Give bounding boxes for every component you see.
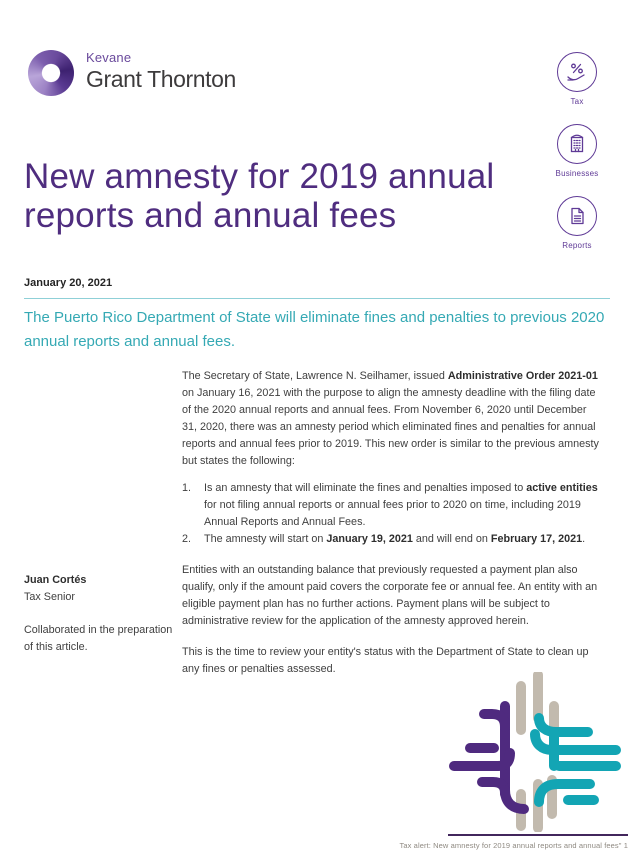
paragraph-3: This is the time to review your entity's status with the Department of State to clean up any fines or penalties assessed. (182, 646, 589, 675)
lede-divider (24, 298, 610, 299)
article-body (182, 368, 602, 678)
paragraph-1-text-cont: on January 16, 2021 with the purpose to align the amnesty deadline with the filing date of the 2020 annual reports and annual fees. From November 6, 2020 until December 31, 2020, there was an amnesty period which eliminated fines and penalties for annual reports and annual fees prior to 2019. This new order is similar to the previous amnesty but states the following: (182, 387, 599, 467)
list-marker: 1. (182, 482, 192, 494)
list-item-2-text-mid: and will end on (412, 533, 491, 545)
list-item-1-text-cont: for not filing annual reports or annual fees prior to 2020 on time, including 2019 Annual Reports and Annual Fees. (204, 499, 581, 528)
list-item-1-bold: active entities (526, 482, 598, 494)
page-title: New amnesty for 2019 annual reports and annual fees (24, 157, 495, 236)
grant-thornton-pinwheel-icon (28, 50, 74, 96)
author-block (24, 572, 174, 656)
rail-item-tax (546, 52, 608, 106)
rail-label-tax: Tax (570, 97, 584, 106)
amnesty-terms-list (182, 480, 602, 548)
author-name: Juan Cortés (24, 574, 87, 586)
list-item-2-text: The amnesty will start on (204, 533, 327, 545)
rail-label-reports: Reports (562, 241, 592, 250)
document-icon (557, 196, 597, 236)
list-item-text (204, 531, 602, 548)
list-item-2-bold-end: February 17, 2021 (490, 533, 583, 545)
author-title: Tax Senior (24, 591, 76, 603)
rail-item-businesses (546, 124, 608, 178)
list-item-1-text: Is an amnesty that will eliminate the fines and penalties imposed to (204, 482, 527, 494)
list-item (182, 531, 602, 548)
percent-hand-icon (557, 52, 597, 92)
list-item-2-bold-start: January 19, 2021 (326, 533, 413, 545)
list-item-text (204, 480, 602, 531)
list-item (182, 480, 602, 531)
rail-item-reports (546, 196, 608, 250)
list-marker: 2. (182, 533, 192, 545)
paragraph-1-bold: Administrative Order 2021-01 (447, 370, 598, 382)
logo-grant-thornton-text: Grant Thornton (86, 66, 236, 92)
author-note: Collaborated in the preparation of this article. (24, 624, 173, 653)
footer-divider (448, 834, 628, 836)
rail-label-businesses: Businesses (555, 169, 599, 178)
kevane-grant-thornton-logo (28, 50, 236, 96)
article-date: January 20, 2021 (24, 277, 113, 289)
topic-icon-rail (546, 52, 608, 268)
logo-kevane-text: Kevane (86, 50, 132, 65)
paragraph-2: Entities with an outstanding balance that previously requested a payment plan also qualify, only if the amount paid covers the corporate fee or annual fee. An entity with an eligible payment plan has no further actions. Payment plans will be subject to administrative review for the application of the amnesty approved herein. (182, 564, 598, 627)
footer-running-title: Tax alert: New amnesty for 2019 annual reports and annual fees" 1 (399, 841, 628, 850)
paragraph-1 (182, 368, 602, 470)
brand-pattern-graphic (438, 672, 630, 837)
building-icon (557, 124, 597, 164)
article-lede: The Puerto Rico Department of State will eliminate fines and penalties to previous 2020 annual reports and annual fees. (24, 309, 605, 350)
paragraph-1-text: The Secretary of State, Lawrence N. Seilhamer, issued (182, 370, 448, 382)
list-item-2-text-end: . (582, 533, 586, 545)
